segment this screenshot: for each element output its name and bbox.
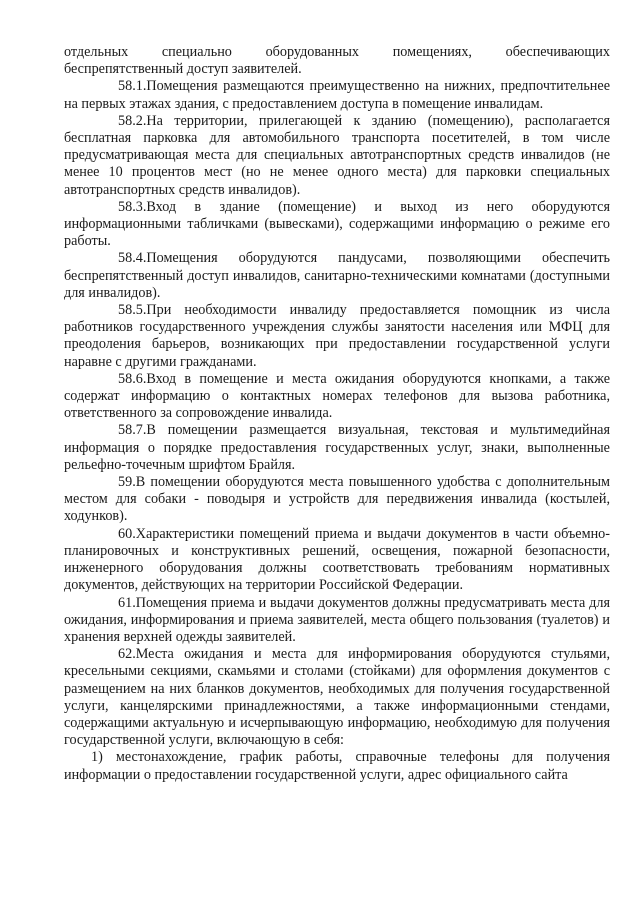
paragraph-text: Вход в помещение и места ожидания оборудуются кнопками, а также содержат информацию о контактных номерах телефонов для вызова работника, ответственного за сопровождение инвалида. — [64, 370, 610, 422]
paragraph-58-3 — [64, 199, 610, 251]
document-page — [64, 44, 610, 784]
paragraph-text: Помещения размещаются преимущественно на нижних, предпочтительнее на первых этажах здания, с предоставлением доступа в помещение инвалидам. — [64, 78, 610, 112]
list-item-1 — [64, 749, 610, 783]
paragraph-number: 59. — [118, 474, 136, 491]
paragraph-58-7 — [64, 422, 610, 474]
paragraph-number: 58.4. — [118, 250, 147, 267]
paragraph-text: Помещения приема и выдачи документов должны предусматривать места для ожидания, информирования и приема заявителей, места общего пользования (туалетов) и хранения верхней одежды заявителей. — [64, 594, 610, 645]
paragraph-text: Места ожидания и места для информирования оборудуются стульями, кресельными секциями, скамьями и столами (стойками) для оформления документов с размещением на них бланков документов, необходимых для получения государственной услуги, канцелярскими принадлежностями, а также информационными стендами, содержащими актуальную и исчерпывающую информацию, необходимую для получения государственной услуги, включающую в себя: — [64, 646, 610, 749]
paragraph-60 — [64, 526, 610, 595]
paragraph-text: отдельных специально оборудованных помещениях, обеспечивающих беспрепятственный доступ заявителей. — [64, 44, 610, 78]
paragraph-text: Помещения оборудуются пандусами, позволяющими обеспечить беспрепятственный доступ инвалидов, санитарно-техническими комнатами (доступными для инвалидов). — [64, 250, 610, 301]
paragraph-number: 58.6. — [118, 370, 147, 387]
paragraph-number: 58.1. — [118, 78, 147, 95]
paragraph-number: 58.2. — [118, 112, 147, 129]
paragraph-text: 1) местонахождение, график работы, справочные телефоны для получения информации о предоставлении государственной услуги, адрес официального сайта — [64, 749, 610, 783]
paragraph-number: 58.5. — [118, 302, 147, 319]
paragraph-number: 62. — [118, 646, 136, 663]
paragraph-number: 61. — [118, 594, 136, 611]
paragraph-text: Характеристики помещений приема и выдачи документов в части объемно-планировочных и конструктивных решений, освещения, пожарной безопасности, инженерного оборудования должны соответствовать требованиям нормативных документов, действующих на территории Российской Федерации. — [64, 525, 610, 594]
paragraph-text: На территории, прилегающей к зданию (помещению), располагается бесплатная парковка для автомобильного транспорта посетителей, в том числе предусматривающая места для специальных автотранспортных средств инвалидов (не менее 10 процентов мест (но не менее одного места) для парковки специальных автотранспортных средств инвалидов). — [64, 112, 610, 198]
paragraph-continuation — [64, 44, 610, 78]
paragraph-text: В помещении размещается визуальная, текстовая и мультимедийная информация о порядке предоставления государственных услуг, знаки, выполненные рельефно-точечным шрифтом Брайля. — [64, 422, 610, 473]
paragraph-58-4 — [64, 250, 610, 302]
paragraph-58-2 — [64, 113, 610, 199]
paragraph-58-5 — [64, 302, 610, 371]
paragraph-61 — [64, 595, 610, 647]
paragraph-59 — [64, 474, 610, 526]
paragraph-number: 58.7. — [118, 422, 147, 439]
paragraph-text: При необходимости инвалиду предоставляется помощник из числа работников государственного учреждения службы занятости населения или МФЦ для преодоления барьеров, возникающих при предоставлении государственной услуги наравне с другими гражданами. — [64, 302, 610, 370]
paragraph-62 — [64, 646, 610, 749]
paragraph-58-6 — [64, 371, 610, 423]
paragraph-number: 60. — [118, 525, 136, 542]
paragraph-text: Вход в здание (помещение) и выход из него оборудуются информационными табличками (вывесками), содержащими информацию о режиме его работы. — [64, 198, 610, 250]
paragraph-text: В помещении оборудуются места повышенного удобства с дополнительным местом для собаки - поводыря и устройств для передвижения инвалида (костылей, ходунков). — [64, 474, 610, 525]
paragraph-58-1 — [64, 78, 610, 112]
paragraph-number: 58.3. — [118, 198, 147, 215]
